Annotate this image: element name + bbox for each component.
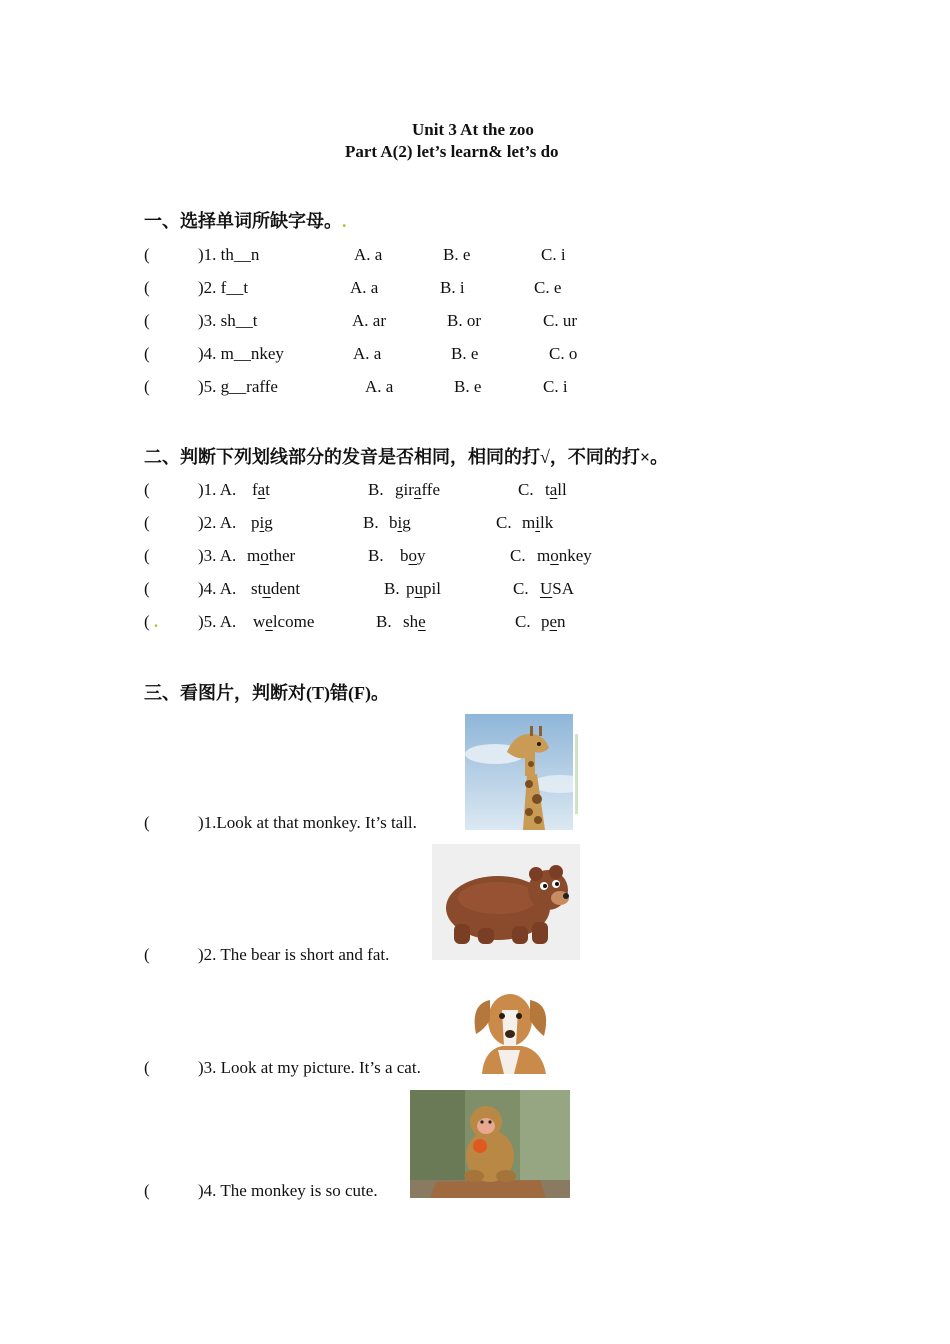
page-title: Unit 3 At the zoo <box>412 120 534 139</box>
paren-open: ( <box>144 546 150 565</box>
option-a: A. a <box>350 278 379 297</box>
question-text: )1.Look at that monkey. It’s tall. <box>198 813 417 832</box>
word-a: welcome <box>253 612 315 631</box>
option-a: A. a <box>365 377 394 396</box>
word-b: pupil <box>406 579 441 598</box>
question-text: )3. sh__t <box>198 311 258 330</box>
option-b: B. e <box>443 245 471 264</box>
word-a: pig <box>251 513 273 532</box>
section3-heading: 三、看图片，判断对(T)错(F)。 <box>144 683 389 703</box>
question-text: )2. f__t <box>198 278 249 297</box>
paren-open: ( <box>144 278 150 297</box>
option-a: A. a <box>354 245 383 264</box>
option-a: A. a <box>353 344 382 363</box>
paren-open: ( <box>144 813 150 832</box>
option-b: B. e <box>454 377 482 396</box>
section2-heading: 二、判断下列划线部分的发音是否相同，相同的打√，不同的打×。 <box>144 447 669 467</box>
option-a: A. ar <box>352 311 386 330</box>
paren-open: ( <box>144 311 150 330</box>
paren-open: ( <box>144 344 150 363</box>
bear-picture <box>432 844 580 960</box>
word-c: monkey <box>537 546 592 565</box>
word-b: boy <box>400 546 426 565</box>
item-number: )5. A. <box>198 612 237 631</box>
page-subtitle: Part A(2) let’s learn& let’s do <box>345 142 559 161</box>
word-b: she <box>403 612 426 631</box>
option-b-label: B. <box>376 612 392 631</box>
question-text: )4. m__nkey <box>198 344 284 363</box>
option-b: B. i <box>440 278 465 297</box>
option-c: C. o <box>549 344 578 363</box>
question-text: )5. g__raffe <box>198 377 278 396</box>
word-c: USA <box>540 579 575 598</box>
option-b-label: B. <box>368 546 384 565</box>
option-b-label: B. <box>363 513 379 532</box>
stray-dot: . <box>342 211 347 231</box>
question-text: )2. The bear is short and fat. <box>198 945 390 964</box>
paren-open: ( <box>144 377 150 396</box>
word-c: tall <box>545 480 567 499</box>
word-a: student <box>251 579 301 598</box>
section1-heading-text: 一、选择单词所缺字母。 <box>144 211 342 231</box>
paren-open: ( <box>144 245 150 264</box>
item-number: )1. A. <box>198 480 237 499</box>
paren-open: ( <box>144 513 150 532</box>
question-text: )4. The monkey is so cute. <box>198 1181 378 1200</box>
option-c-label: C. <box>496 513 512 532</box>
word-a: fat <box>252 480 270 499</box>
dog-picture <box>462 980 556 1074</box>
option-b: B. e <box>451 344 479 363</box>
item-number: )4. A. <box>198 579 237 598</box>
giraffe-picture <box>465 714 585 830</box>
option-c: C. i <box>543 377 568 396</box>
question-text: )1. th__n <box>198 245 260 264</box>
option-b-label: B. <box>384 579 400 598</box>
option-c-label: C. <box>513 579 529 598</box>
option-c-label: C. <box>518 480 534 499</box>
question-text: )3. Look at my picture. It’s a cat. <box>198 1058 421 1077</box>
paren-open: ( <box>144 1181 150 1200</box>
option-c: C. e <box>534 278 562 297</box>
word-c: pen <box>541 612 566 631</box>
word-b: giraffe <box>395 480 440 499</box>
option-c: C. ur <box>543 311 577 330</box>
monkey-picture <box>410 1090 570 1198</box>
word-c: milk <box>522 513 554 532</box>
section1-heading <box>144 207 347 233</box>
paren-open: ( <box>144 1058 150 1077</box>
option-b-label: B. <box>368 480 384 499</box>
word-b: big <box>389 513 411 532</box>
item-number: )3. A. <box>198 546 237 565</box>
option-c: C. i <box>541 245 566 264</box>
item-number: )2. A. <box>198 513 237 532</box>
option-b: B. or <box>447 311 481 330</box>
option-c-label: C. <box>515 612 531 631</box>
paren-open: ( . <box>144 612 159 631</box>
paren-open: ( <box>144 480 150 499</box>
word-a: mother <box>247 546 296 565</box>
option-c-label: C. <box>510 546 526 565</box>
paren-open: ( <box>144 579 150 598</box>
paren-open: ( <box>144 945 150 964</box>
stray-dot: . <box>149 612 159 631</box>
